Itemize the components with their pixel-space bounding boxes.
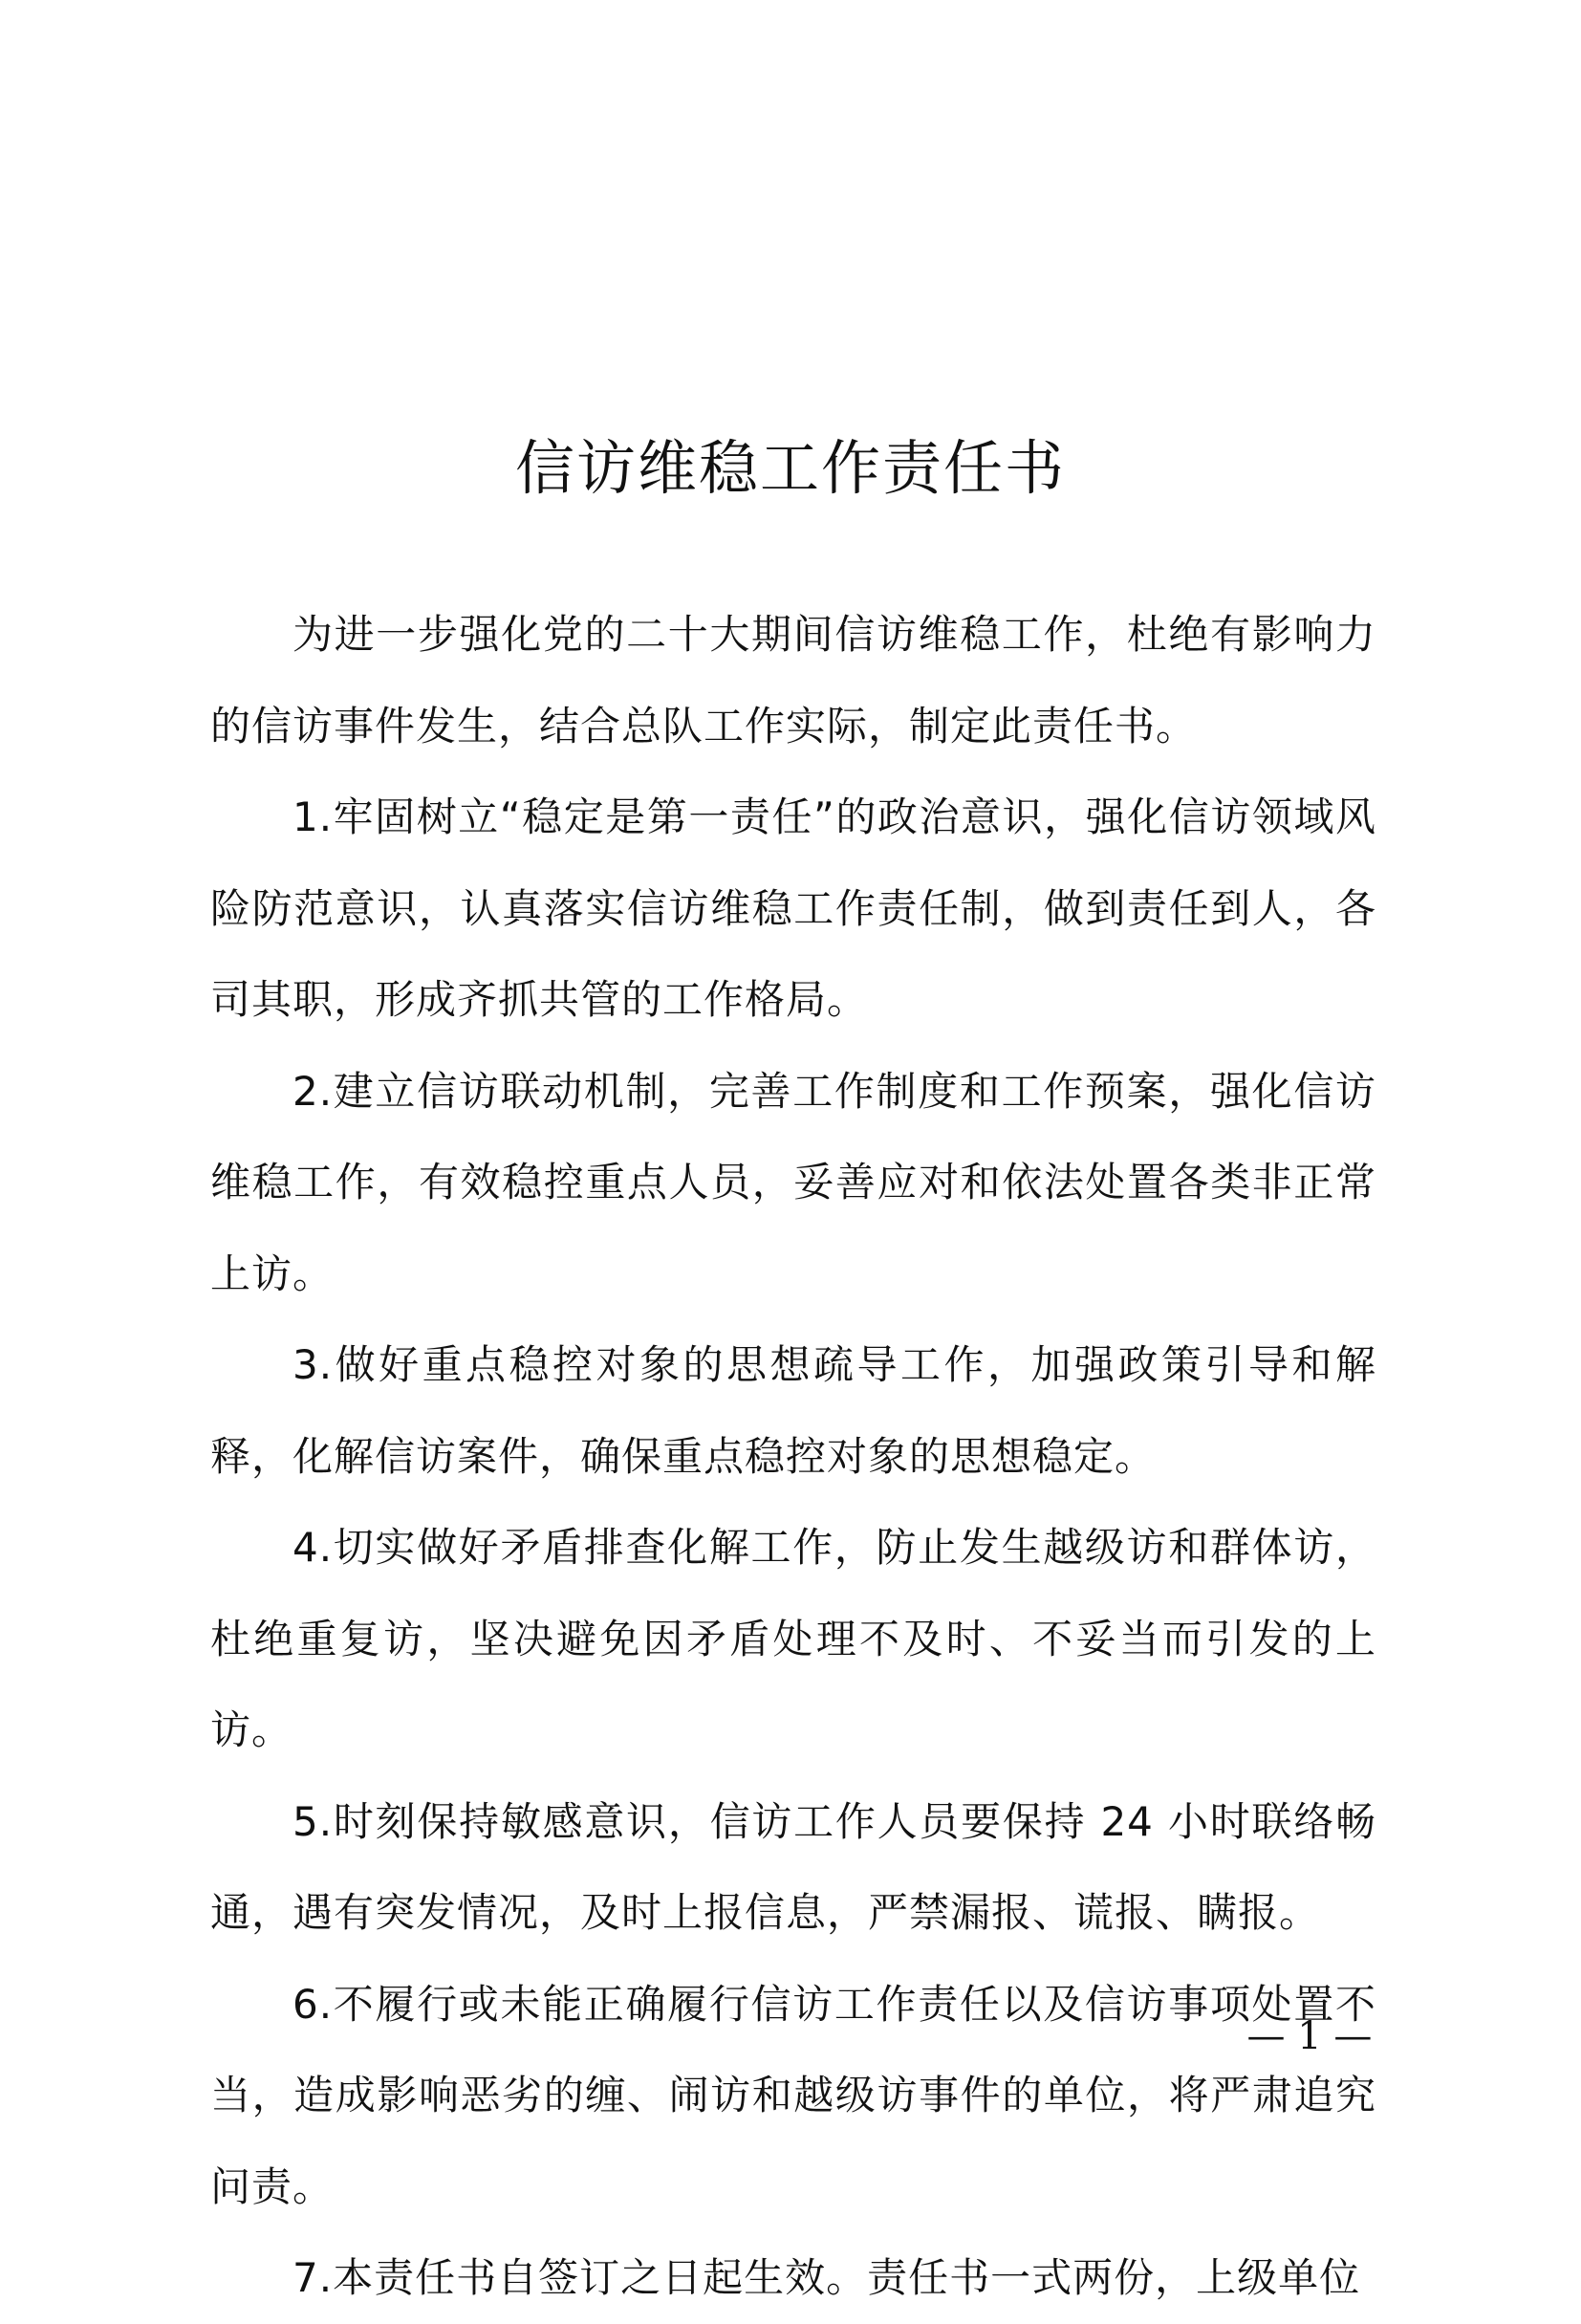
item-paragraph-1: 1.牢固树立“稳定是第一责任”的政治意识，强化信访领域风险防范意识，认真落实信访维稳工作责任制，做到责任到人，各司其职，形成齐抓共管的工作格局。 [210,793,1376,1023]
intro-paragraph: 为进一步强化党的二十大期间信访维稳工作，杜绝有影响力的信访事件发生，结合总队工作实际，制定此责任书。 [210,611,1376,749]
item-paragraph-4: 4.切实做好矛盾排查化解工作，防止发生越级访和群体访，杜绝重复访，坚决避免因矛盾处理不及时、不妥当而引发的上访。 [210,1524,1376,1753]
item-paragraph-2: 2.建立信访联动机制，完善工作制度和工作预案，强化信访维稳工作，有效稳控重点人员，妥善应对和依法处置各类非正常上访。 [210,1067,1376,1297]
item-paragraph-6: 6.不履行或未能正确履行信访工作责任以及信访事项处置不当，造成影响恶劣的缠、闹访和越级访事件的单位，将严肃追究问责。 [210,1980,1376,2210]
item-paragraph-3: 3.做好重点稳控对象的思想疏导工作，加强政策引导和解释，化解信访案件，确保重点稳控对象的思想稳定。 [210,1341,1376,1480]
item-paragraph-5: 5.时刻保持敏感意识，信访工作人员要保持 24 小时联络畅通，遇有突发情况，及时上报信息，严禁漏报、谎报、瞒报。 [210,1797,1376,1936]
document-body [210,589,1376,2324]
page-number: — 1 — [1246,2014,1373,2058]
document-title: 信访维稳工作责任书 [514,433,1066,503]
item-paragraph-7: 7.本责任书自签订之日起生效。责任书一式两份，上级单位 [292,2254,1361,2301]
